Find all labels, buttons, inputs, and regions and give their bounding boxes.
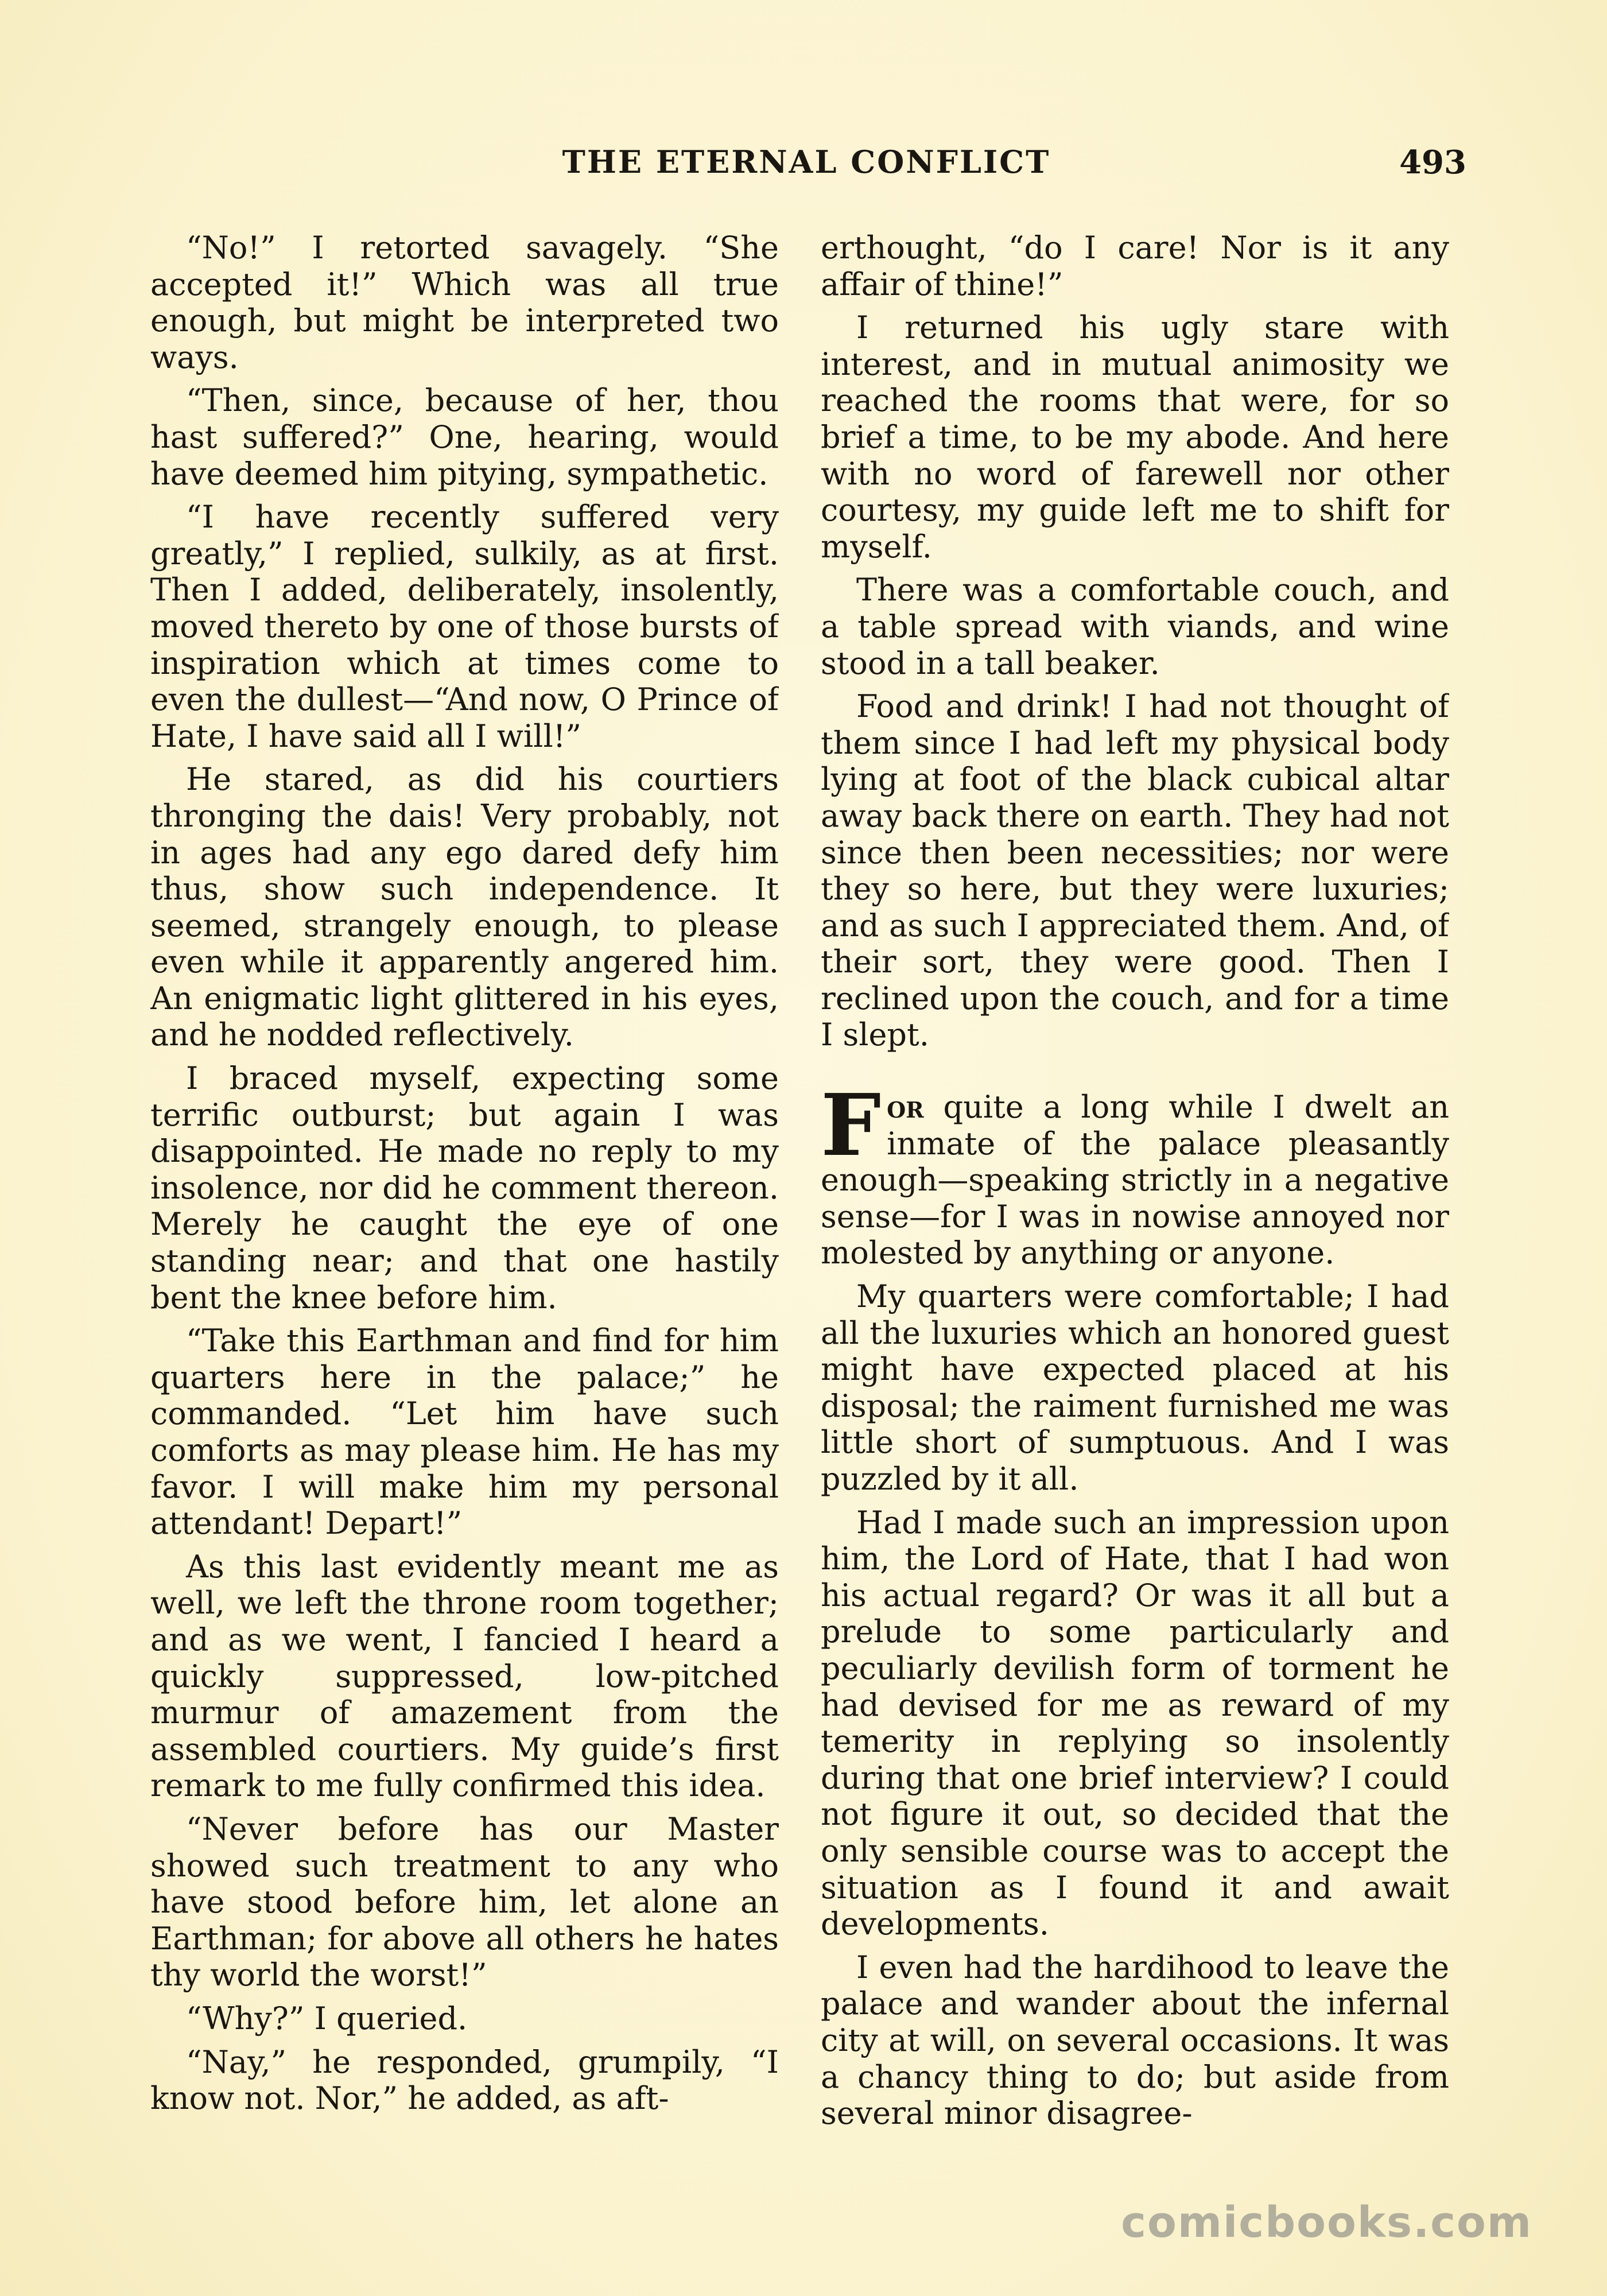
paragraph: “Never before has our Master showed such treatment to any who have stood before him, let alone an Earthman; for above all others he hates thy world the worst!”: [150, 1810, 779, 1994]
page-number: 493: [1399, 144, 1466, 181]
paragraph: I even had the hardihood to leave the palace and wander about the infernal city at will, on several occasions. It was a chancy thing to do; but aside from several minor disagree-: [821, 1949, 1449, 2132]
paragraph: “No!” I retorted savagely. “She accepted it!” Which was all true enough, but might be interpreted two ways.: [150, 230, 779, 375]
running-head: [149, 144, 1464, 189]
running-title: THE ETERNAL CONFLICT: [562, 144, 1051, 180]
paragraph: There was a comfortable couch, and a table spread with viands, and wine stood in a tall beaker.: [821, 572, 1449, 681]
paragraph: Food and drink! I had not thought of them since I had left my physical body lying at foot of the black cubical altar away back there on earth. They had not since then been necessities; nor were they so here, but they were luxuries; and as such I appreciated them. And, of their sort, they were good. Then I reclined upon the couch, and for a time I slept.: [821, 688, 1449, 1053]
paragraph: “Nay,” he responded, grumpily, “I know not. Nor,” he added, as aft-: [150, 2043, 779, 2117]
paragraph: “Take this Earthman and find for him quarters here in the palace;” he commanded. “Let him have such comforts as may please him. He has my favor. I will make him my personal attendant! Depart!”: [150, 1322, 779, 1542]
paragraph: “Then, since, because of her, thou hast suffered?” One, hearing, would have deemed him pitying, sympathetic.: [150, 382, 779, 492]
small-caps-lead: or: [887, 1088, 924, 1126]
section-opening-paragraph: [821, 1075, 1449, 1271]
paragraph: As this last evidently meant me as well, we left the throne room together; and as we went, I fancied I heard a quickly suppressed, low-pitched murmur of amazement from the assembled courtiers. My guide’s first remark to me fully confirmed this idea.: [150, 1548, 779, 1804]
watermark: comicbooks.com: [1121, 2198, 1532, 2247]
paragraph: “I have recently suffered very greatly,” I replied, sulkily, as at first. Then I added, deliberately, insolently, moved thereto by one of those bursts of inspiration which at times come to even the dullest—“And now, O Prince of Hate, I have said all I will!”: [150, 499, 779, 754]
left-column: [150, 230, 779, 2147]
paragraph: I returned his ugly stare with interest, and in mutual animosity we reached the rooms that were, for so brief a time, to be my abode. And here with no word of farewell nor other courtesy, my guide left me to shift for myself.: [821, 309, 1449, 565]
paragraph: “Why?” I queried.: [186, 2000, 468, 2037]
right-column: [821, 230, 1449, 2147]
paragraph: I braced myself, expecting some terrific outburst; but again I was disappointed. He made no reply to my insolence, nor did he comment thereon. Merely he caught the eye of one standing near; and that one hastily bent the knee before him.: [150, 1060, 779, 1316]
continued-paragraph: erthought, “do I care! Nor is it any affair of thine!”: [821, 230, 1449, 302]
drop-cap: F: [821, 1075, 882, 1176]
paragraph-text: quite a long while I dwelt an inmate of the palace pleasantly enough—speaking strictly in a negative sense—for I was in nowise annoyed nor molested by anything or anyone.: [821, 1089, 1449, 1271]
paragraph: He stared, as did his courtiers thronging the dais! Very probably, not in ages had any ego dared defy him thus, show such independence. It seemed, strangely enough, to please even while it apparently angered him. An enigmatic light glittered in his eyes, and he nodded reflectively.: [150, 761, 779, 1053]
paragraph: My quarters were comfortable; I had all the luxuries which an honored guest might have expected placed at his disposal; the raiment furnished me was little short of sumptuous. And I was puzzled by it all.: [821, 1278, 1449, 1497]
paragraph: Had I made such an impression upon him, the Lord of Hate, that I had won his actual regard? Or was it all but a prelude to some particularly and peculiarly devilish form of torment he had devised for me as reward of my temerity in replying so insolently during that one brief interview? I could not figure it out, so decided that the only sensible course was to accept the situation as I found it and await developments.: [821, 1504, 1449, 1942]
